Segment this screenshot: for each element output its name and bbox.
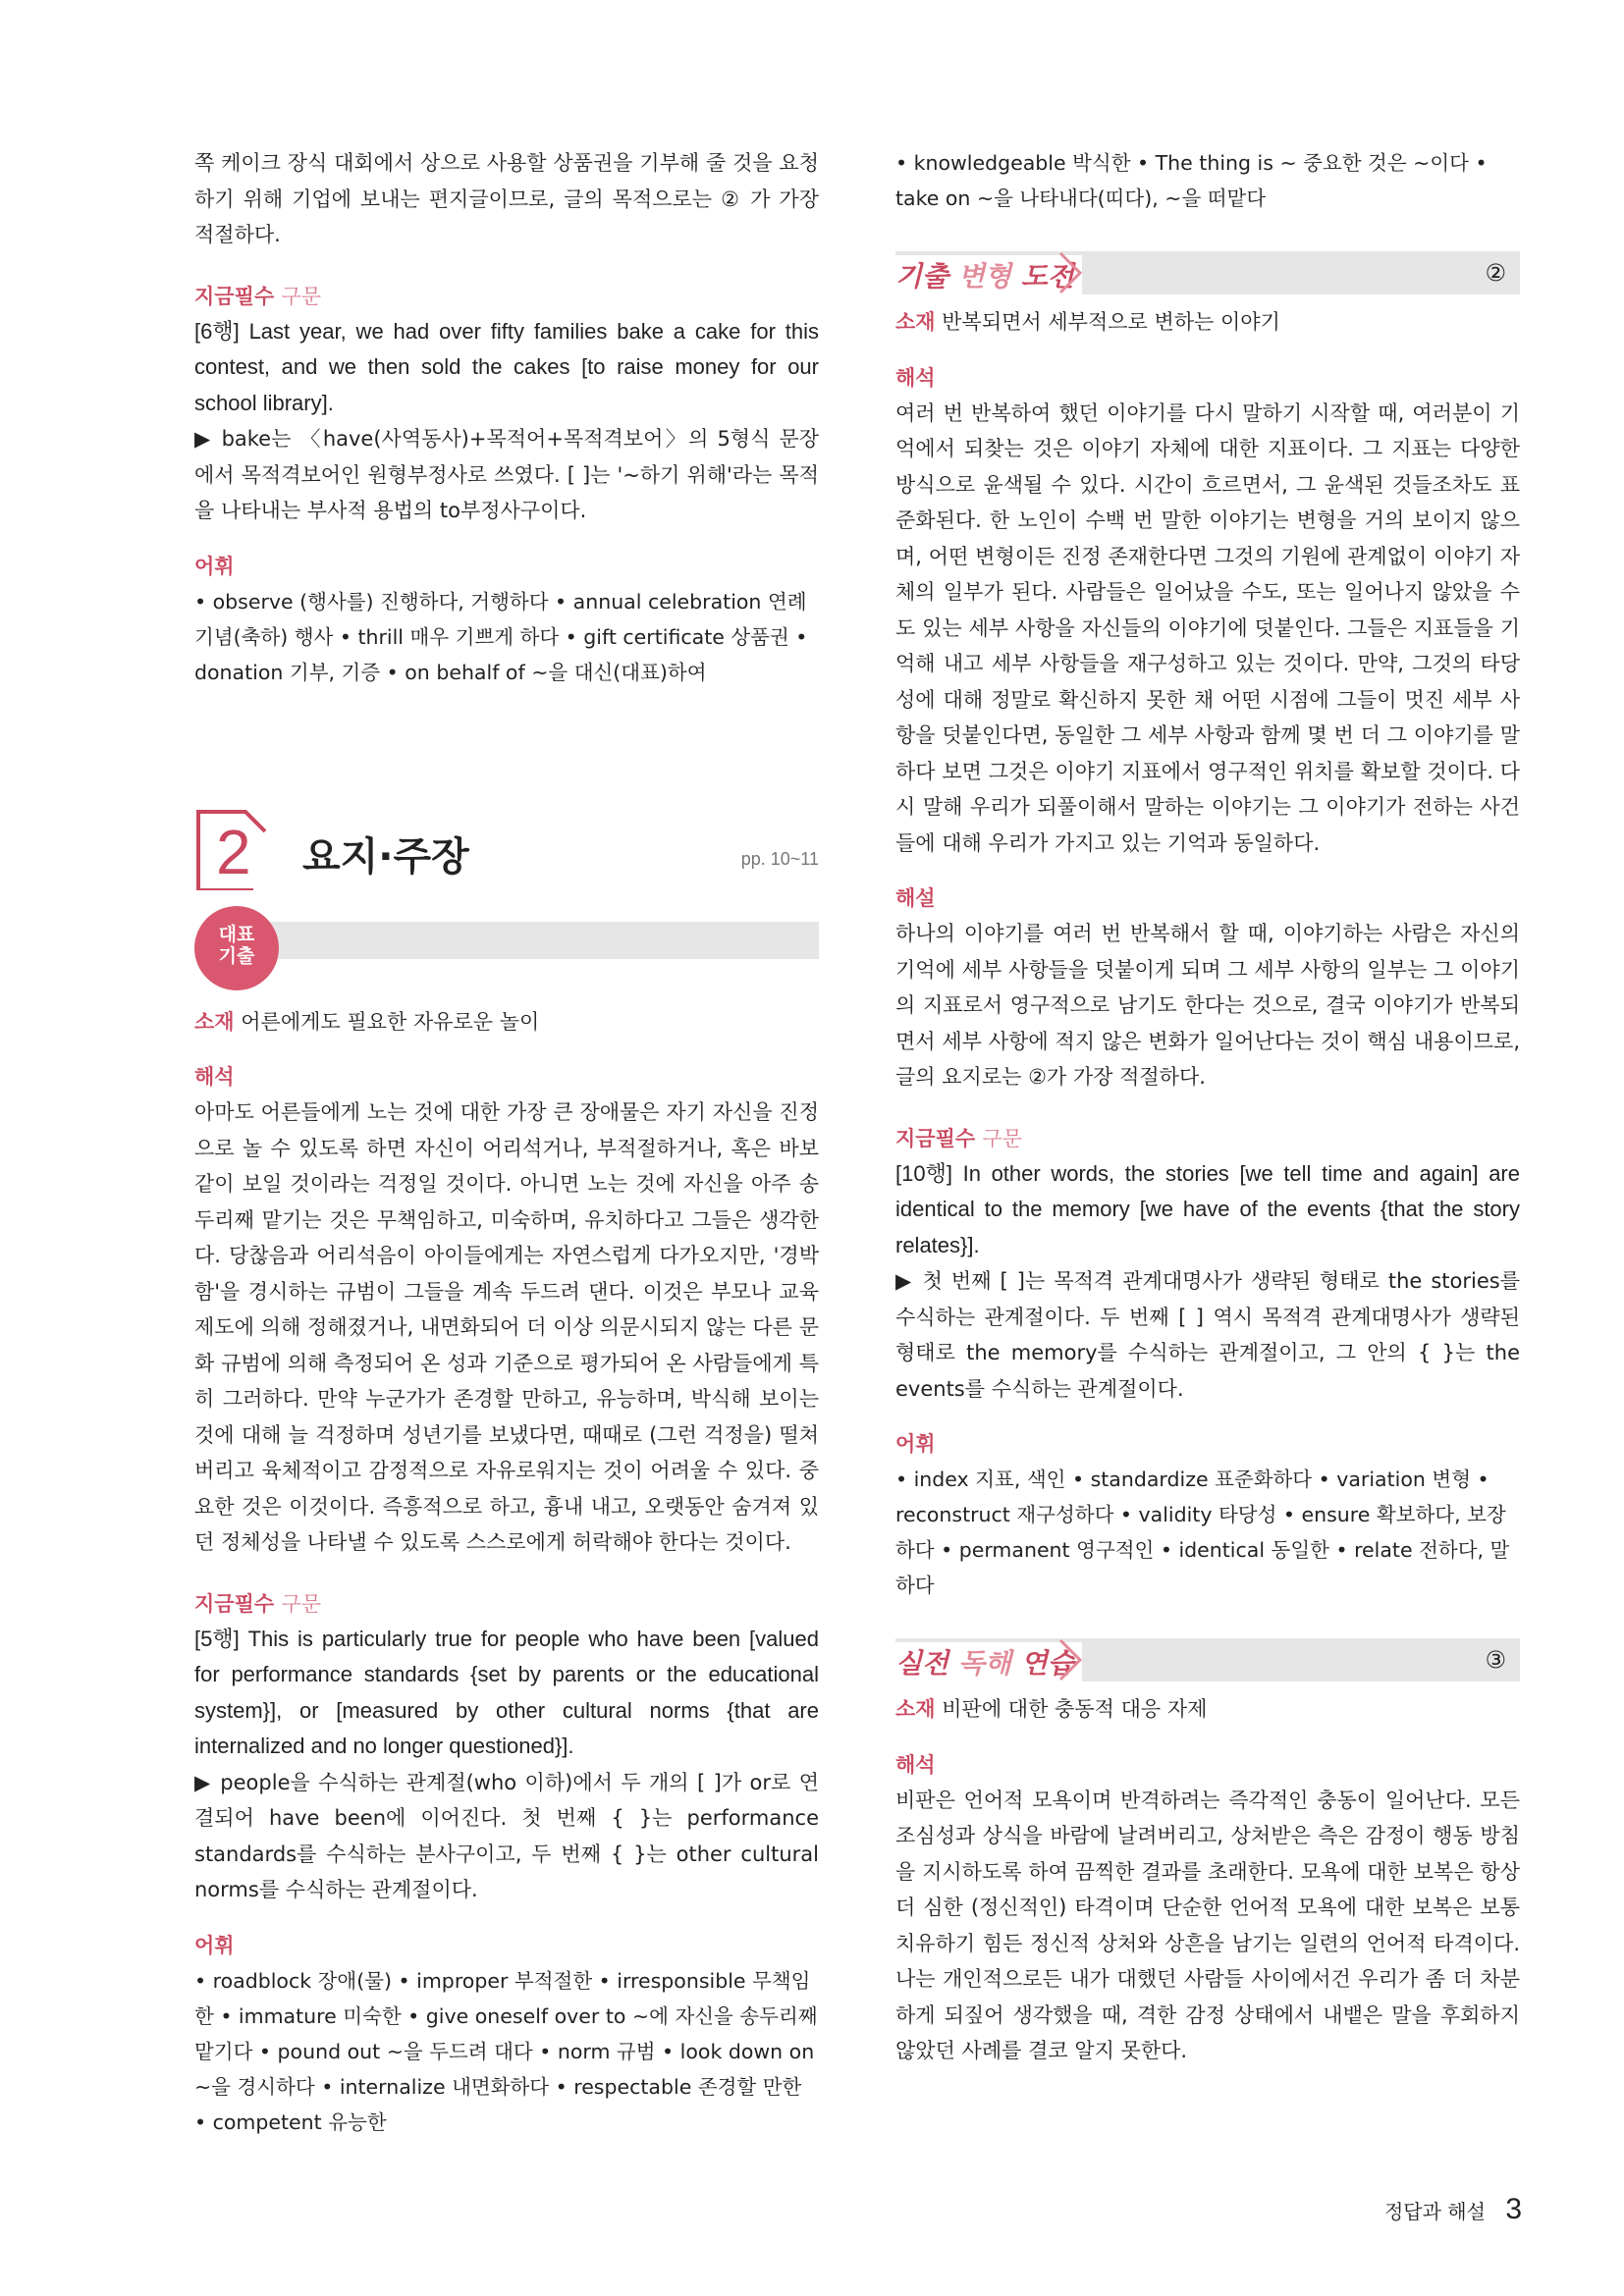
vocab-label: 어휘 bbox=[194, 1933, 235, 1957]
vocab-list: • observe (행사를) 진행하다, 거행하다 • annual celebration 연례 기념(축하) 행사 • thrill 매우 기쁘게 하다 • gift certificate 상품권 • donation 기부, 기증 • on behalf of ~을 대신(대표)하여 bbox=[194, 589, 808, 684]
vocab-list: • index 지표, 색인 • standardize 표준화하다 • variation 변형 • reconstruct 재구성하다 • validity 타당성 • ensure 확보하다, 보장하다 • permanent 영구적인 • identical 동일한 • relate 전하다, 말하다 bbox=[895, 1468, 1510, 1597]
banner-title: 기출 변형 도전 bbox=[895, 255, 1082, 294]
answer-number: ③ bbox=[1485, 1646, 1506, 1674]
topic-line: 소재 반복되면서 세부적으로 변하는 이야기 bbox=[895, 310, 1280, 334]
grammar-note: ▶ people을 수식하는 관계절(who 이하)에서 두 개의 [ ]가 or로 연결되어 have been에 이어진다. 첫 번째 { }는 performance standards를 수식하는 분사구이고, 두 번째 { }는 other cultural norms를 수식하는 관계절이다. bbox=[194, 1770, 819, 1901]
translation-label: 해석 bbox=[895, 365, 936, 390]
grammar-sentence: [10행] In other words, the stories [we tell time and again] are identical to the memory [we have of the events {that the story relates}]. bbox=[895, 1160, 1520, 1257]
left-column bbox=[194, 145, 819, 2140]
chapter-pages: pp. 10~11 bbox=[740, 848, 819, 869]
topic-line: 소재 비판에 대한 충동적 대응 자제 bbox=[895, 1697, 1208, 1721]
intro-paragraph: 쪽 케이크 장식 대회에서 상으로 사용할 상품권을 기부해 줄 것을 요청하기 위해 기업에 보내는 편지글이므로, 글의 목적으로는 ② 가 가장 적절하다. bbox=[194, 151, 819, 246]
vocab-label: 어휘 bbox=[194, 554, 235, 578]
grammar-note: ▶ bake는 〈have(사역동사)+목적어+목적격보어〉의 5형식 문장에서 목적격보어인 원형부정사로 쓰였다. [ ]는 '~하기 위해'라는 목적을 나타내는 부사적 용법의 to부정사구이다. bbox=[194, 427, 819, 522]
grammar-label: 지금필수 구문 bbox=[895, 1126, 1023, 1150]
right-column bbox=[895, 145, 1520, 2069]
page-footer bbox=[1384, 2193, 1522, 2226]
translation-paragraph: 비판은 언어적 모욕이며 반격하려는 즉각적인 충동이 일어난다. 모든 조심성과 상식을 바람에 날려버리고, 상처받은 측은 감정이 행동 방침을 지시하도록 하여 끔찍한 결과를 초래한다. 모욕에 대한 보복은 항상 더 심한 (정신적인) 타격이며 단순한 언어적 모욕에 대한 보복은 보통 치유하기 힘든 정신적 상처와 상흔을 남기는 일련의 언어적 타격이다. 나는 개인적으로든 내가 대했던 사람들 사이에서건 우리가 좀 더 차분하게 되짚어 생각했을 때, 격한 감정 상태에서 내뱉은 말을 후회하지 않았던 사례를 결코 알지 못한다. bbox=[895, 1788, 1520, 2062]
explanation-paragraph: 하나의 이야기를 여러 번 반복해서 할 때, 이야기하는 사람은 자신의 기억에 세부 사항들을 덧붙이게 되며 그 세부 사항의 일부는 그 이야기의 지표로서 영구적으로 남기도 한다는 것으로, 결국 이야기가 반복되면서 세부 사항에 적지 않은 변화가 일어난다는 것이 핵심 내용이므로, 글의 요지로는 ②가 가장 적절하다. bbox=[895, 922, 1520, 1089]
chevron-right-icon bbox=[1056, 249, 1084, 296]
chapter-title: 요지·주장 bbox=[302, 833, 469, 880]
representative-badge: 대표 기출 bbox=[194, 906, 279, 990]
banner-title: 실전 독해 연습 bbox=[895, 1642, 1082, 1682]
chevron-right-icon bbox=[1056, 1636, 1084, 1683]
page-number: 3 bbox=[1505, 2193, 1522, 2225]
explanation-label: 해설 bbox=[895, 886, 936, 910]
banner-past-exam bbox=[895, 251, 1520, 298]
chapter-number: 2 bbox=[216, 816, 251, 887]
grammar-label: 지금필수 구문 bbox=[194, 1591, 322, 1616]
grammar-label: 지금필수 구문 bbox=[194, 284, 322, 308]
answer-number: ② bbox=[1485, 259, 1506, 287]
footer-label: 정답과 해설 bbox=[1383, 2200, 1486, 2223]
vocab-label: 어휘 bbox=[895, 1432, 936, 1456]
chapter-heading bbox=[194, 808, 819, 906]
vocab-list: • roadblock 장애(물) • improper 부적절한 • irresponsible 무책임한 • immature 미숙한 • give oneself over to ~에 자신을 송두리째 맡기다 • pound out ~을 두드려 대다 • norm 규범 • look down on ~을 경시하다 • internalize 내면화하다 • respectable 존경할 만한 • competent 유능한 bbox=[194, 1968, 818, 2134]
grammar-sentence: [5행] This is particularly true for people who have been [valued for performance standards {set by parents or the educational system}], or [measured by other cultural norms {that are internalized and no longer questioned}]. bbox=[194, 1626, 819, 1758]
grammar-note: ▶ 첫 번째 [ ]는 목적격 관계대명사가 생략된 형태로 the stories를 수식하는 관계절이다. 두 번째 [ ] 역시 목적격 관계대명사가 생략된 형태로 the memory를 수식하는 관계절이고, 그 안의 { }는 the events를 수식하는 관계절이다. bbox=[895, 1269, 1520, 1401]
banner-practice bbox=[895, 1638, 1520, 1685]
badge-bar bbox=[234, 922, 819, 959]
grammar-sentence: [6행] Last year, we had over fifty families bake a cake for this contest, and we then sold the cakes [to raise money for our school library]. bbox=[194, 318, 819, 415]
translation-paragraph: 아마도 어른들에게 노는 것에 대한 가장 큰 장애물은 자기 자신을 진정으로 놀 수 있도록 하면 자신이 어리석거나, 부적절하거나, 혹은 바보같이 보일 것이라는 걱정일 것이다. 아니면 노는 것에 자신을 아주 송두리째 맡기는 것은 무책임하고, 미숙하며, 유치하다고 그들은 생각한다. 당찮음과 어리석음이 아이들에게는 자연스럽게 다가오지만, '경박함'을 경시하는 규범이 그들을 계속 두드려 댄다. 이것은 부모나 교육 제도에 의해 정해졌거나, 내면화되어 더 이상 의문시되지 않는 다른 문화 규범에 의해 측정되어 온 성과 기준으로 평가되어 온 사람들에게 특히 그러하다. 만약 누군가가 존경할 만하고, 유능하며, 박식해 보이는 것에 대해 늘 걱정하며 성년기를 보냈다면, 때때로 (그런 걱정을) 떨쳐 버리고 육체적이고 감정적으로 자유로워지는 것이 어려울 수 있다. 중요한 것은 이것이다. 즉흥적으로 하고, 흉내 내고, 오랫동안 숨겨져 있던 정체성을 나타낼 수 있도록 스스로에게 허락해야 한다는 것이다. bbox=[194, 1100, 819, 1554]
translation-label: 해석 bbox=[194, 1065, 235, 1089]
translation-paragraph: 여러 번 반복하여 했던 이야기를 다시 말하기 시작할 때, 여러분이 기억에서 되찾는 것은 이야기 자체에 대한 지표이다. 그 지표는 다양한 방식으로 윤색될 수 있다. 시간이 흐르면서, 그 윤색된 것들조차도 표준화된다. 한 노인이 수백 번 말한 이야기는 변형을 거의 보이지 않으며, 어떤 변형이든 진정 존재한다면 그것의 기원에 관계없이 이야기 자체의 일부가 된다. 사람들은 일어났을 수도, 또는 일어나지 않았을 수도 있는 세부 사항을 자신들의 이야기에 덧붙인다. 그들은 지표들을 기억해 내고 세부 사항들을 재구성하고 있는 것이다. 만약, 그것의 타당성에 대해 정말로 확신하지 못한 채 어떤 시점에 그들이 멋진 세부 사항을 덧붙인다면, 동일한 그 세부 사항과 함께 몇 번 더 그 이야기를 말하다 보면 그것은 이야기 지표에서 영구적인 위치를 확보할 것이다. 다시 말해 우리가 되풀이해서 말하는 이야기는 그 이야기가 전하는 사건들에 대해 우리가 가지고 있는 기억과 동일하다. bbox=[895, 400, 1520, 855]
topic-line: 소재 어른에게도 필요한 자유로운 놀이 bbox=[194, 1009, 540, 1034]
translation-label: 해석 bbox=[895, 1752, 936, 1777]
representative-badge-row bbox=[194, 906, 819, 1000]
vocab-continued: • knowledgeable 박식한 • The thing is ~ 중요한 것은 ~이다 • take on ~을 나타내다(띠다), ~을 떠맡다 bbox=[895, 151, 1488, 210]
